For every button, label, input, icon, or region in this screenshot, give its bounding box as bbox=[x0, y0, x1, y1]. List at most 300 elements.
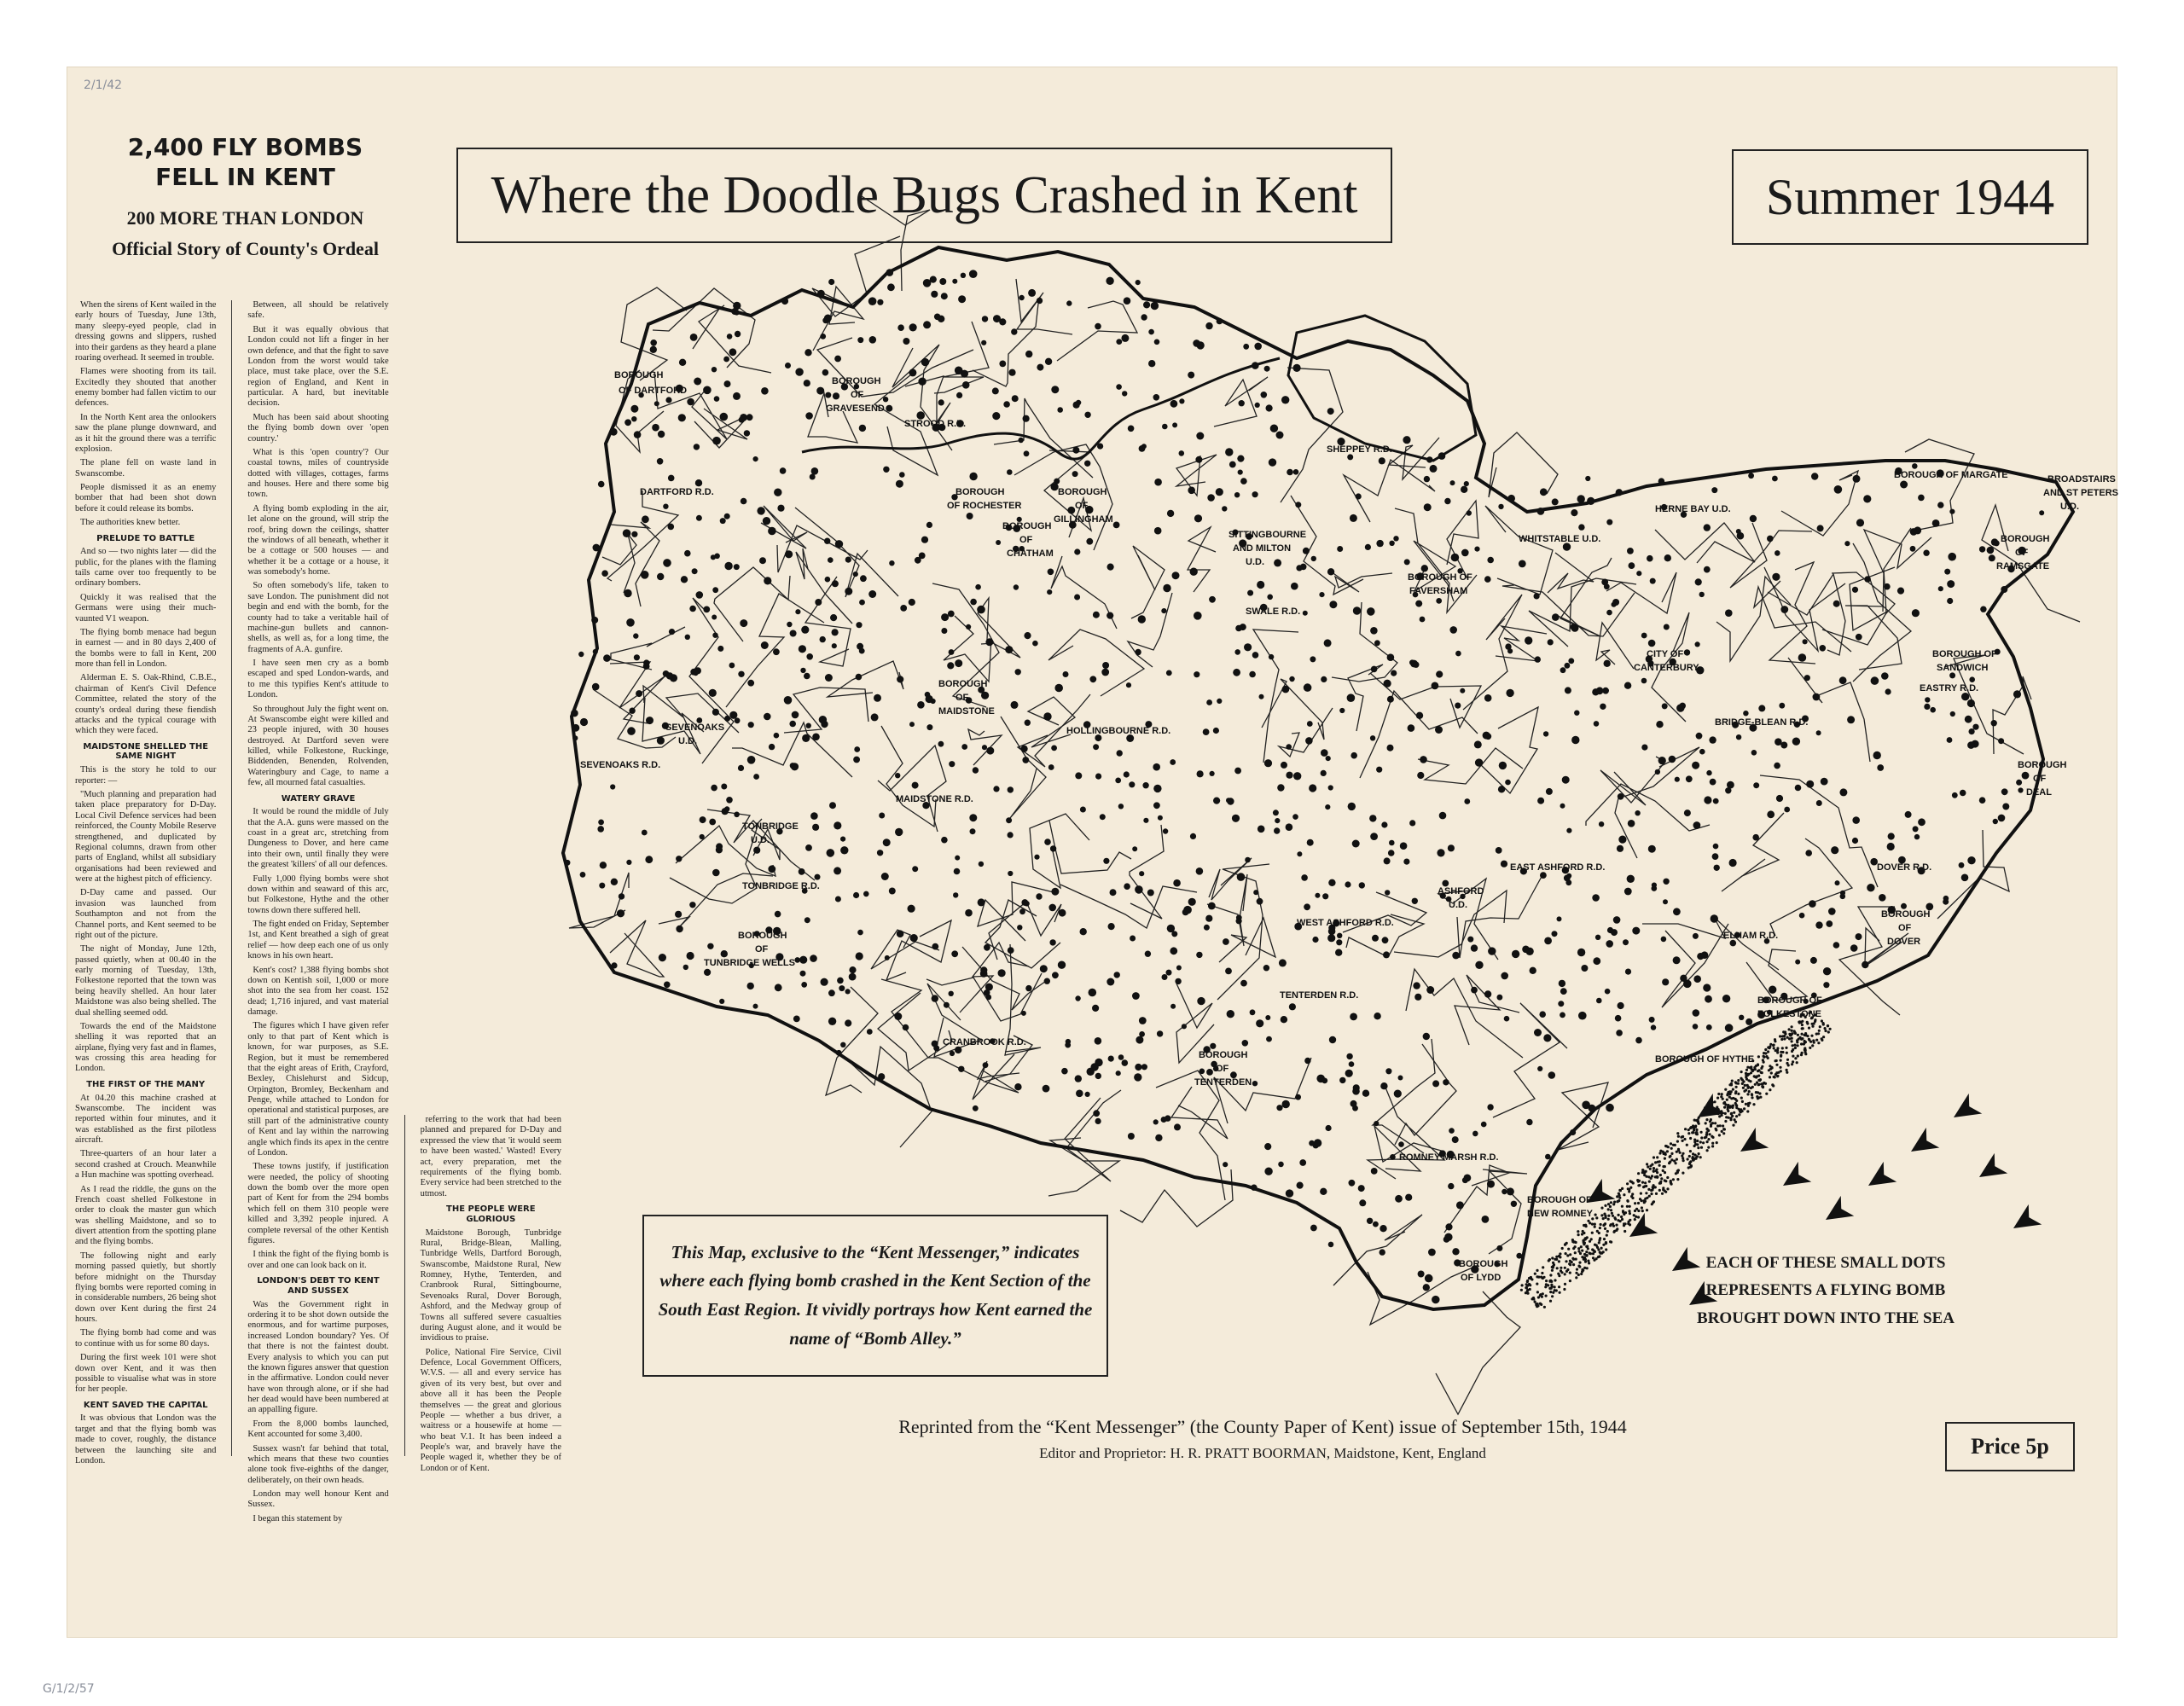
bomb-crash-dot bbox=[840, 837, 845, 842]
bomb-crash-dot bbox=[1266, 404, 1273, 411]
bomb-crash-dot bbox=[1229, 461, 1236, 468]
bomb-crash-dot bbox=[1116, 1071, 1121, 1076]
sea-bomb-dot bbox=[1558, 1285, 1560, 1288]
sea-bomb-dot bbox=[1786, 1052, 1788, 1054]
sea-bomb-dot bbox=[1804, 1040, 1806, 1042]
bomb-crash-dot bbox=[1648, 845, 1656, 853]
sea-bomb-dot bbox=[1786, 1069, 1788, 1071]
sea-bomb-dot bbox=[1722, 1098, 1724, 1100]
bomb-crash-dot bbox=[1924, 704, 1930, 710]
bomb-crash-dot bbox=[1153, 785, 1161, 792]
sea-bomb-dot bbox=[1577, 1233, 1580, 1236]
bomb-crash-dot bbox=[1504, 1016, 1510, 1022]
sea-bomb-dot bbox=[1595, 1216, 1598, 1219]
bomb-crash-dot bbox=[952, 279, 957, 284]
sea-bomb-dot bbox=[1578, 1262, 1581, 1264]
bomb-crash-dot bbox=[941, 293, 948, 299]
bomb-crash-dot bbox=[834, 821, 841, 829]
sea-bomb-dot bbox=[1717, 1093, 1720, 1095]
sea-bomb-dot bbox=[1734, 1090, 1737, 1093]
sea-bomb-dot bbox=[1577, 1230, 1579, 1233]
bomb-crash-dot bbox=[805, 412, 813, 420]
sea-bomb-dot bbox=[1612, 1222, 1614, 1225]
bomb-crash-dot bbox=[1673, 908, 1681, 915]
article-paragraph: This is the story he told to our reporter: — bbox=[75, 765, 217, 786]
bomb-crash-dot bbox=[1601, 579, 1608, 586]
sea-bomb-dot bbox=[1692, 1131, 1694, 1134]
bomb-crash-dot bbox=[1145, 951, 1151, 957]
district-boundary bbox=[676, 826, 775, 876]
sea-bomb-dot bbox=[1687, 1132, 1690, 1134]
bomb-crash-dot bbox=[1799, 913, 1805, 919]
bomb-crash-dot bbox=[1017, 925, 1022, 930]
bomb-crash-dot bbox=[1413, 982, 1420, 989]
bomb-crash-dot bbox=[1795, 785, 1802, 792]
sea-bomb-dot bbox=[1757, 1070, 1759, 1072]
sea-bomb-dot bbox=[1637, 1172, 1640, 1175]
bomb-crash-dot bbox=[723, 357, 729, 363]
bomb-crash-dot bbox=[1560, 804, 1565, 809]
bomb-crash-dot bbox=[1704, 566, 1711, 573]
bomb-crash-dot bbox=[1566, 828, 1571, 833]
map-place-label: OF bbox=[755, 944, 769, 955]
map-place-label: ELHAM R.D. bbox=[1723, 931, 1779, 941]
sea-bomb-dot bbox=[1593, 1250, 1595, 1252]
bomb-crash-dot bbox=[1328, 785, 1333, 790]
bomb-crash-dot bbox=[1451, 554, 1460, 562]
bomb-crash-dot bbox=[1153, 763, 1160, 771]
article-paragraph: These towns justify, if justification were needed, the policy of shooting down the bomb over the more open part of Kent for from the 294 bombs which fell on them 310 people were killed and 3,392 people injured. A complete reversal of the other Kentish figures. bbox=[247, 1162, 389, 1245]
bomb-crash-dot bbox=[1040, 965, 1048, 972]
bomb-crash-dot bbox=[1238, 470, 1243, 475]
bomb-crash-dot bbox=[1695, 578, 1702, 585]
bomb-crash-dot bbox=[1991, 538, 1998, 545]
bomb-crash-dot bbox=[624, 419, 631, 426]
map-place-label: SEVENOAKS bbox=[665, 722, 725, 733]
bomb-crash-dot bbox=[1049, 939, 1055, 945]
bomb-crash-dot bbox=[1852, 838, 1858, 844]
article-paragraph: People dismissed it as an enemy bomber that had been shot down before it could release its bombs. bbox=[75, 483, 217, 514]
bomb-crash-dot bbox=[1286, 1189, 1293, 1197]
bomb-crash-dot bbox=[597, 826, 604, 833]
bomb-crash-dot bbox=[1337, 933, 1342, 938]
sea-bomb-dot bbox=[1647, 1165, 1649, 1168]
bomb-crash-dot bbox=[1118, 1054, 1124, 1060]
bomb-crash-dot bbox=[1767, 536, 1774, 543]
sea-bomb-dot bbox=[1629, 1212, 1631, 1215]
bomb-crash-dot bbox=[856, 622, 862, 628]
bomb-crash-dot bbox=[909, 368, 916, 376]
sea-bomb-dot bbox=[1638, 1180, 1641, 1182]
article-paragraph: Fully 1,000 flying bombs were shot down within and seaward of this arc, but Folkestone, Hythe and the other towns down there suffered hell. bbox=[247, 873, 389, 915]
article-paragraph: From the 8,000 bombs launched, Kent accounted for some 3,400. bbox=[247, 1419, 389, 1440]
bomb-crash-dot bbox=[1605, 989, 1611, 995]
bomb-crash-dot bbox=[982, 316, 988, 322]
sea-bomb-dot bbox=[1595, 1257, 1598, 1260]
bomb-crash-dot bbox=[1389, 840, 1395, 846]
sea-bomb-dot bbox=[1580, 1273, 1583, 1275]
bomb-crash-dot bbox=[1095, 1073, 1101, 1079]
bomb-crash-dot bbox=[1560, 1013, 1565, 1018]
bomb-crash-dot bbox=[1938, 586, 1943, 591]
sea-bomb-dot bbox=[1682, 1172, 1684, 1175]
bomb-crash-dot bbox=[1813, 693, 1821, 701]
bomb-crash-dot bbox=[1565, 663, 1571, 669]
bomb-crash-dot bbox=[1426, 986, 1434, 994]
bomb-crash-dot bbox=[810, 955, 817, 962]
sea-bomb-dot bbox=[1784, 1030, 1786, 1033]
sea-bomb-dot bbox=[1572, 1247, 1575, 1250]
bomb-crash-dot bbox=[1249, 671, 1256, 678]
sea-bomb-dot bbox=[1806, 1021, 1809, 1024]
bomb-crash-dot bbox=[949, 649, 955, 655]
bomb-crash-dot bbox=[1873, 751, 1881, 759]
column-rule bbox=[404, 1115, 405, 1456]
bomb-crash-dot bbox=[825, 674, 833, 682]
bomb-crash-dot bbox=[1969, 676, 1975, 682]
sea-bomb-dot bbox=[1793, 1030, 1796, 1032]
bomb-crash-dot bbox=[720, 413, 729, 421]
sea-bomb-dot bbox=[1792, 1055, 1794, 1058]
bomb-crash-dot bbox=[1247, 590, 1253, 596]
bomb-crash-dot bbox=[753, 1004, 758, 1009]
bomb-crash-dot bbox=[679, 359, 686, 366]
bomb-crash-dot bbox=[687, 952, 694, 960]
bomb-crash-dot bbox=[619, 893, 624, 899]
flying-bomb-arrow-icon bbox=[1972, 1152, 2007, 1185]
bomb-crash-dot bbox=[795, 368, 803, 375]
map-place-label: DOVER R.D. bbox=[1877, 862, 1932, 873]
bomb-crash-dot bbox=[598, 481, 605, 488]
sea-bomb-dot bbox=[1693, 1139, 1696, 1141]
bomb-crash-dot bbox=[941, 628, 947, 634]
bomb-crash-dot bbox=[1024, 632, 1031, 639]
sea-bomb-dot bbox=[1640, 1199, 1642, 1202]
article-column-2 bbox=[247, 300, 389, 1523]
bomb-crash-dot bbox=[1136, 1036, 1143, 1044]
bomb-crash-dot bbox=[817, 290, 825, 298]
bomb-crash-dot bbox=[1141, 1064, 1147, 1070]
bomb-crash-dot bbox=[1552, 498, 1559, 505]
bomb-crash-dot bbox=[1998, 738, 2004, 744]
bomb-crash-dot bbox=[1879, 894, 1886, 902]
bomb-crash-dot bbox=[1107, 564, 1114, 571]
sea-bomb-dot bbox=[1583, 1258, 1585, 1261]
bomb-crash-dot bbox=[867, 1029, 873, 1035]
district-boundary bbox=[1586, 784, 1710, 831]
bomb-crash-dot bbox=[663, 559, 671, 567]
sea-bomb-dot bbox=[1620, 1216, 1623, 1218]
sea-bomb-dot bbox=[1779, 1066, 1781, 1069]
flying-bomb-arrow-icon bbox=[1947, 1092, 1982, 1125]
bomb-crash-dot bbox=[1769, 986, 1776, 994]
bomb-crash-dot bbox=[1388, 850, 1395, 856]
sea-bomb-dot bbox=[1635, 1216, 1637, 1218]
bomb-crash-dot bbox=[724, 806, 729, 811]
bomb-crash-dot bbox=[729, 711, 737, 719]
sea-bomb-dot bbox=[1647, 1188, 1650, 1191]
district-boundary bbox=[1600, 757, 1665, 805]
sea-bomb-dot bbox=[1658, 1160, 1661, 1163]
bomb-crash-dot bbox=[780, 467, 787, 474]
map-place-label: DOVER bbox=[1887, 937, 1921, 947]
bomb-crash-dot bbox=[1207, 494, 1215, 502]
bomb-crash-dot bbox=[1811, 473, 1818, 479]
article-paragraph: During the first week 101 were shot down over Kent, and it was then possible to visualise what was in store for her people. bbox=[75, 1353, 217, 1395]
bomb-crash-dot bbox=[1124, 771, 1130, 777]
bomb-crash-dot bbox=[1918, 495, 1925, 502]
bomb-crash-dot bbox=[1816, 800, 1822, 806]
map-place-label: BOROUGH OF bbox=[1757, 995, 1822, 1006]
bomb-crash-dot bbox=[580, 872, 586, 878]
bomb-crash-dot bbox=[2013, 690, 2021, 698]
bomb-crash-dot bbox=[1170, 1004, 1176, 1009]
bomb-crash-dot bbox=[1118, 804, 1124, 809]
map-place-label: BOROUGH bbox=[832, 376, 881, 386]
sea-bomb-dot bbox=[1652, 1187, 1654, 1189]
bomb-crash-dot bbox=[792, 711, 799, 719]
bomb-crash-dot bbox=[734, 310, 740, 316]
bomb-crash-dot bbox=[1918, 818, 1926, 826]
bomb-crash-dot bbox=[1075, 772, 1082, 779]
bomb-crash-dot bbox=[979, 862, 984, 867]
sea-bomb-dot bbox=[1735, 1086, 1738, 1088]
bomb-crash-dot bbox=[1600, 704, 1606, 710]
map-place-label: BOROUGH OF bbox=[1408, 572, 1472, 583]
map-place-label: OF DARTFORD bbox=[619, 386, 688, 396]
sea-bomb-dot bbox=[1687, 1158, 1689, 1160]
bomb-crash-dot bbox=[1142, 782, 1148, 788]
sea-bomb-dot bbox=[1746, 1110, 1749, 1112]
sea-bomb-dot bbox=[1727, 1108, 1729, 1111]
bomb-crash-dot bbox=[1403, 859, 1409, 865]
district-boundary bbox=[1060, 885, 1197, 928]
sea-bomb-dot bbox=[1686, 1144, 1688, 1146]
bomb-crash-dot bbox=[1319, 592, 1324, 597]
bomb-crash-dot bbox=[1424, 476, 1430, 482]
bomb-crash-dot bbox=[1012, 395, 1019, 402]
bomb-crash-dot bbox=[1374, 1013, 1380, 1019]
bomb-crash-dot bbox=[1266, 1036, 1272, 1042]
bomb-crash-dot bbox=[1264, 366, 1270, 372]
bomb-crash-dot bbox=[761, 641, 769, 649]
bomb-crash-dot bbox=[1025, 720, 1031, 726]
bomb-crash-dot bbox=[1067, 507, 1075, 514]
bomb-crash-dot bbox=[631, 531, 637, 537]
bomb-crash-dot bbox=[1949, 672, 1955, 678]
bomb-crash-dot bbox=[1324, 639, 1332, 647]
bomb-crash-dot bbox=[641, 571, 649, 579]
bomb-crash-dot bbox=[881, 873, 889, 880]
bomb-crash-dot bbox=[955, 367, 963, 375]
sea-bomb-dot bbox=[1788, 1028, 1791, 1030]
district-boundary bbox=[973, 304, 1038, 386]
bomb-crash-dot bbox=[593, 544, 601, 552]
sea-bomb-dot bbox=[1786, 1071, 1788, 1074]
bomb-crash-dot bbox=[912, 866, 918, 872]
article-paragraph: Was the Government right in ordering it to be shot down outside the enormous, and for wartime purposes, increased London boundary? Yes. Of that there is not the faintest doubt. Every analysis to which you can put the known figures answer that question in the affirmative. London could never have won through alone, or if she had her dead would have been numbered at an appalling figure. bbox=[247, 1299, 389, 1415]
sea-bomb-dot bbox=[1566, 1254, 1569, 1256]
bomb-crash-dot bbox=[1729, 859, 1737, 867]
sea-bomb-dot bbox=[1735, 1115, 1738, 1117]
bomb-crash-dot bbox=[1991, 720, 1997, 726]
sea-bomb-dot bbox=[1645, 1192, 1647, 1194]
bomb-crash-dot bbox=[1259, 694, 1264, 699]
sea-bomb-dot bbox=[1734, 1121, 1737, 1123]
bomb-crash-dot bbox=[828, 1018, 836, 1025]
sea-bomb-dot bbox=[1742, 1080, 1745, 1082]
bomb-crash-dot bbox=[1242, 1040, 1249, 1047]
bomb-crash-dot bbox=[857, 643, 863, 650]
bomb-crash-dot bbox=[1326, 756, 1331, 761]
bomb-crash-dot bbox=[1108, 923, 1115, 930]
bomb-crash-dot bbox=[1188, 898, 1196, 906]
bomb-crash-dot bbox=[1436, 670, 1443, 677]
sea-bomb-dot bbox=[1627, 1222, 1629, 1225]
bomb-crash-dot bbox=[1737, 532, 1745, 540]
district-boundary bbox=[1447, 501, 1478, 578]
bomb-crash-dot bbox=[1444, 1233, 1452, 1241]
bomb-crash-dot bbox=[1314, 1139, 1321, 1146]
bomb-crash-dot bbox=[1023, 415, 1030, 422]
bomb-crash-dot bbox=[1629, 562, 1635, 569]
bomb-crash-dot bbox=[1452, 1248, 1459, 1255]
article-paragraph: But it was equally obvious that London could not lift a finger in her own defence, and that the fight to save London from the worst would take place, must take place, over the S.E. region of England, and Kent in particular. A hard, but inevitable decision. bbox=[247, 324, 389, 409]
sea-bomb-dot bbox=[1745, 1103, 1747, 1105]
bomb-crash-dot bbox=[689, 606, 696, 612]
bomb-crash-dot bbox=[1045, 358, 1052, 365]
bomb-crash-dot bbox=[1362, 1090, 1369, 1097]
bomb-crash-dot bbox=[1019, 438, 1024, 443]
bomb-crash-dot bbox=[1839, 788, 1847, 796]
sea-bomb-dot bbox=[1735, 1106, 1738, 1109]
bomb-crash-dot bbox=[1910, 528, 1918, 536]
bomb-crash-dot bbox=[1420, 617, 1426, 623]
bomb-crash-dot bbox=[1032, 641, 1038, 647]
bomb-crash-dot bbox=[1199, 1069, 1205, 1075]
sea-bomb-dot bbox=[1623, 1222, 1625, 1225]
sea-bomb-dot bbox=[1723, 1128, 1726, 1130]
bomb-crash-dot bbox=[1135, 1064, 1141, 1071]
sea-bomb-dot bbox=[1780, 1059, 1782, 1062]
bomb-crash-dot bbox=[1240, 980, 1247, 987]
bomb-crash-dot bbox=[1195, 456, 1202, 463]
bomb-crash-dot bbox=[1381, 821, 1387, 827]
map-place-label: TONBRIDGE R.D. bbox=[742, 881, 820, 891]
sea-bomb-dot bbox=[1526, 1290, 1529, 1292]
sea-bomb-dot bbox=[1575, 1241, 1577, 1244]
sea-bomb-dot bbox=[1676, 1132, 1679, 1134]
bomb-crash-dot bbox=[1425, 1274, 1433, 1283]
bomb-crash-dot bbox=[909, 599, 915, 606]
bomb-crash-dot bbox=[712, 437, 721, 445]
sea-bomb-dot bbox=[1706, 1149, 1709, 1152]
sea-bomb-dot bbox=[1618, 1214, 1620, 1216]
bomb-crash-dot bbox=[1093, 744, 1099, 750]
editor-note: Editor and Proprietor: H. R. PRATT BOORMAN, Maidstone, Kent, England bbox=[1039, 1445, 1486, 1461]
bomb-crash-dot bbox=[735, 331, 741, 337]
sea-bomb-dot bbox=[1594, 1223, 1596, 1226]
bomb-crash-dot bbox=[1913, 826, 1919, 832]
sea-bomb-dot bbox=[1644, 1200, 1647, 1203]
sea-bomb-dot bbox=[1642, 1186, 1645, 1188]
bomb-crash-dot bbox=[883, 397, 888, 402]
bomb-crash-dot bbox=[1021, 1011, 1026, 1016]
sea-bomb-dot bbox=[1542, 1277, 1544, 1280]
bomb-crash-dot bbox=[1093, 1110, 1100, 1117]
bomb-crash-dot bbox=[1980, 606, 1986, 612]
sea-bomb-dot bbox=[1723, 1106, 1726, 1109]
sea-bomb-dot bbox=[1763, 1052, 1765, 1054]
article-columns bbox=[75, 300, 561, 1523]
bomb-crash-dot bbox=[856, 674, 863, 681]
bomb-crash-dot bbox=[958, 1066, 964, 1072]
bomb-crash-dot bbox=[1175, 978, 1181, 984]
bomb-crash-dot bbox=[603, 654, 611, 662]
bomb-crash-dot bbox=[1110, 889, 1117, 896]
bomb-crash-dot bbox=[1627, 875, 1635, 883]
bomb-crash-dot bbox=[700, 834, 705, 839]
bomb-crash-dot bbox=[895, 773, 900, 778]
sea-bomb-dot bbox=[1559, 1291, 1561, 1294]
sea-bomb-dot bbox=[1676, 1178, 1679, 1181]
sea-bomb-dot bbox=[1727, 1093, 1729, 1095]
bomb-crash-dot bbox=[623, 529, 631, 537]
sea-bomb-dot bbox=[1621, 1205, 1623, 1208]
bomb-crash-dot bbox=[986, 747, 994, 755]
bomb-crash-dot bbox=[795, 609, 800, 614]
headline-block bbox=[77, 132, 414, 270]
bomb-crash-dot bbox=[1871, 676, 1879, 685]
bomb-crash-dot bbox=[908, 905, 915, 913]
kent-map-svg bbox=[546, 256, 2119, 1365]
bomb-crash-dot bbox=[938, 741, 944, 747]
bomb-crash-dot bbox=[1525, 636, 1532, 644]
bomb-crash-dot bbox=[1006, 817, 1012, 823]
bomb-crash-dot bbox=[1170, 947, 1177, 955]
district-boundary bbox=[960, 943, 1029, 1013]
sea-bomb-dot bbox=[1810, 1035, 1813, 1037]
sea-bomb-dot bbox=[1675, 1162, 1677, 1164]
sea-bomb-dot bbox=[1583, 1232, 1585, 1234]
bomb-crash-dot bbox=[801, 626, 809, 634]
sea-bomb-dot bbox=[1683, 1138, 1686, 1140]
sea-bomb-dot bbox=[1793, 1044, 1796, 1047]
sea-bomb-dot bbox=[1813, 1042, 1815, 1044]
bomb-crash-dot bbox=[1021, 746, 1028, 752]
bomb-crash-dot bbox=[1190, 833, 1196, 839]
bomb-crash-dot bbox=[1404, 559, 1410, 565]
sea-bomb-dot bbox=[1710, 1123, 1712, 1126]
bomb-crash-dot bbox=[694, 444, 700, 450]
bomb-crash-dot bbox=[1116, 384, 1122, 390]
bomb-crash-dot bbox=[1100, 814, 1106, 820]
bomb-crash-dot bbox=[565, 860, 571, 866]
bomb-crash-dot bbox=[860, 575, 867, 582]
bomb-crash-dot bbox=[965, 909, 973, 917]
bomb-crash-dot bbox=[1321, 676, 1327, 682]
info-box: This Map, exclusive to the “Kent Messenger,” indicates where each flying bomb crashed in the Kent Section of the South East Region. It vividly portrays how Kent earned the name of “Bomb Alley.” bbox=[642, 1215, 1108, 1377]
bomb-crash-dot bbox=[1706, 1024, 1712, 1030]
bomb-crash-dot bbox=[1292, 814, 1298, 820]
bomb-crash-dot bbox=[1932, 519, 1940, 527]
district-boundary bbox=[973, 1054, 1019, 1100]
article-paragraph: As I read the riddle, the guns on the French coast shelled Folkestone in order to cloak the master gun which was shelling Maidstone, and so to divert attention from the spotting plane and the flying bombs. bbox=[75, 1184, 217, 1247]
sea-bomb-dot bbox=[1613, 1201, 1616, 1204]
bomb-crash-dot bbox=[799, 956, 807, 964]
bomb-crash-dot bbox=[1252, 491, 1258, 497]
bomb-crash-dot bbox=[669, 629, 675, 635]
